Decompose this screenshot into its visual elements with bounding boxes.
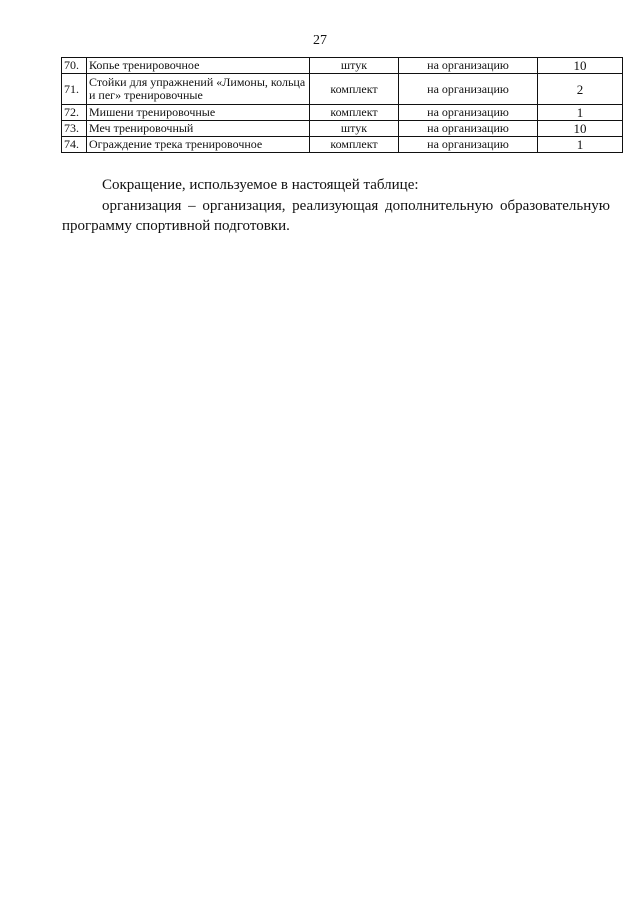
table-row <box>62 105 623 121</box>
unit-of-measure: штук <box>310 58 399 74</box>
equipment-name: Ограждение трека тренировочное <box>87 137 310 153</box>
quantity: 1 <box>538 137 623 153</box>
row-number: 70. <box>62 58 87 74</box>
unit-of-measure: комплект <box>310 74 399 105</box>
table-row <box>62 58 623 74</box>
table-row <box>62 74 623 105</box>
abbreviations-heading: Сокращение, используемое в настоящей таблице: <box>102 177 419 193</box>
unit-of-measure: штук <box>310 121 399 137</box>
row-number: 73. <box>62 121 87 137</box>
equipment-name: Копье тренировочное <box>87 58 310 74</box>
calculation-unit: на организацию <box>399 121 538 137</box>
unit-of-measure: комплект <box>310 105 399 121</box>
table-row <box>62 137 623 153</box>
quantity: 10 <box>538 58 623 74</box>
equipment-name: Стойки для упражнений «Лимоны, кольца и пег» тренировочные <box>87 74 310 105</box>
row-number: 74. <box>62 137 87 153</box>
abbreviation-definition: организация – организация, реализующая дополнительную образовательную программу спортивной подготовки. <box>62 198 610 234</box>
calculation-unit: на организацию <box>399 137 538 153</box>
quantity: 10 <box>538 121 623 137</box>
quantity: 1 <box>538 105 623 121</box>
table-row <box>62 121 623 137</box>
equipment-name: Меч тренировочный <box>87 121 310 137</box>
calculation-unit: на организацию <box>399 105 538 121</box>
unit-of-measure: комплект <box>310 137 399 153</box>
quantity: 2 <box>538 74 623 105</box>
equipment-name: Мишени тренировочные <box>87 105 310 121</box>
equipment-table <box>61 57 623 153</box>
calculation-unit: на организацию <box>399 58 538 74</box>
page-number: 27 <box>313 33 327 48</box>
calculation-unit: на организацию <box>399 74 538 105</box>
row-number: 72. <box>62 105 87 121</box>
row-number: 71. <box>62 74 87 105</box>
